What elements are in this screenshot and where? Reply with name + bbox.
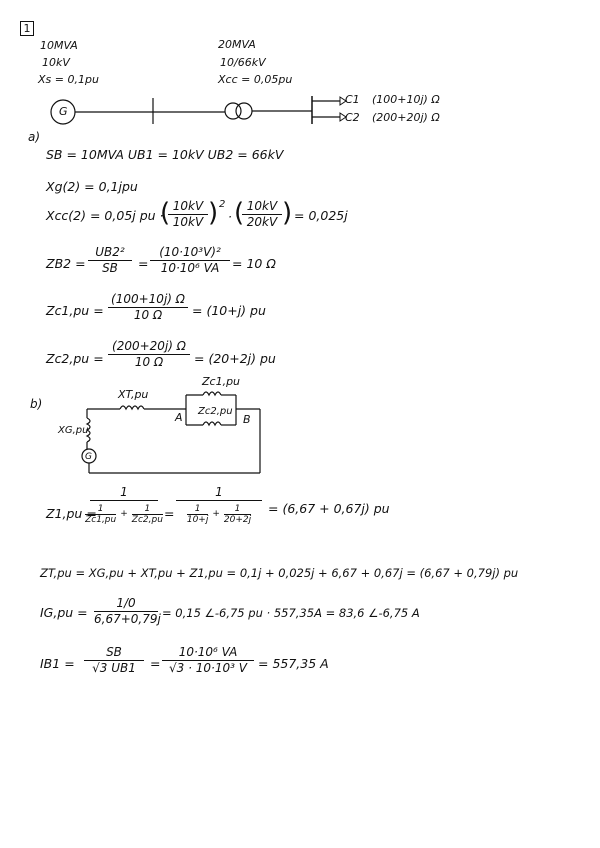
z1-inner-den-2: Zc2,pu	[131, 515, 163, 525]
ig-den: 6,67+0,79j	[94, 612, 161, 626]
zc2-num: (200+20j) Ω	[108, 339, 190, 355]
z1-mid-frac-1	[187, 504, 209, 525]
ib1-lhs: IB1 =	[40, 656, 75, 671]
circuit-label-xg: XG,pu	[58, 425, 89, 436]
ig-fraction	[94, 596, 161, 627]
z1-sum-1	[85, 504, 163, 525]
ib1-den: √3 UB1	[92, 661, 136, 675]
zc1-den: 10 Ω	[133, 308, 163, 322]
zb2-result: = 10 Ω	[232, 256, 276, 271]
z1-mid-den-1: 10+j	[186, 515, 209, 525]
z1-inner-den-1: Zc1,pu	[85, 515, 117, 525]
load-c1-label: C1	[345, 93, 360, 106]
ib1-fraction-1	[84, 645, 144, 676]
circuit-label-zc1: Zc1,pu	[202, 375, 241, 388]
z1-mid-one-2: 1	[224, 504, 251, 515]
zc1-result: = (10+j) pu	[192, 303, 266, 318]
z1-fraction-2	[176, 484, 262, 525]
circuit-gen-label: G	[85, 452, 92, 462]
gen-rating: 10MVA	[40, 39, 78, 52]
xcc-f1-den: 10kV	[172, 215, 204, 229]
xg-equation: Xg(2) = 0,1jpu	[46, 179, 138, 194]
z1-plus-1: +	[120, 509, 128, 519]
zb2-lhs: ZB2 =	[46, 256, 86, 271]
zc2-result: = (20+2j) pu	[194, 351, 276, 366]
zb2-num2: (10·10³V)²	[150, 245, 230, 261]
z1-mid-frac-2	[224, 504, 251, 525]
z1-inner-one-2: 1	[132, 504, 163, 515]
part-b-label: b)	[30, 397, 43, 411]
z1-lhs: Z1,pu =	[46, 506, 97, 521]
ig-lhs: IG,pu =	[40, 605, 88, 620]
zc1-num: (100+10j) Ω	[108, 292, 188, 308]
problem-number: 1	[20, 21, 34, 36]
transformer-rating: 20MVA	[218, 38, 256, 51]
z1-inner-frac-1	[85, 504, 116, 525]
circuit-label-xt: XT,pu	[118, 388, 149, 401]
load-c1-value: (100+10j) Ω	[372, 93, 440, 106]
generator-symbol-label: G	[59, 105, 68, 118]
ib1-num2: 10·10⁶ VA	[162, 645, 254, 661]
z1-one-top: 1	[90, 484, 158, 501]
gen-voltage: 10kV	[42, 56, 70, 69]
z1-result: = (6,67 + 0,67j) pu	[268, 501, 390, 516]
z1-sum-2	[176, 504, 262, 525]
transformer-ratio: 10/66kV	[220, 56, 266, 69]
part-a-label: a)	[28, 130, 41, 144]
z1-one-top-2: 1	[176, 484, 262, 501]
zb2-num: UB2²	[88, 245, 132, 261]
zc2-den: 10 Ω	[134, 355, 164, 369]
z1-inner-frac-2	[132, 504, 163, 525]
zb2-den2: 10·10⁶ VA	[160, 261, 220, 275]
paren-close-2: )	[282, 198, 293, 228]
zc1-lhs: Zc1,pu =	[46, 303, 104, 318]
z1-plus-2: +	[212, 509, 220, 519]
xcc-lhs: Xcc(2) = 0,05j pu ·	[46, 208, 164, 223]
xcc-f2-den: 20kV	[246, 215, 278, 229]
ig-num: 1/0	[94, 596, 158, 612]
gen-reactance: Xs = 0,1pu	[38, 73, 99, 86]
zt-equation: ZT,pu = XG,pu + XT,pu + Z1,pu = 0,1j + 0,025j + 6,67 + 0,67j = (6,67 + 0,79j) pu	[40, 566, 519, 580]
circuit-node-b: B	[243, 413, 251, 426]
paren-open-1: (	[160, 198, 171, 228]
ib1-den2: √3 · 10·10³ V	[169, 661, 247, 675]
paren-close-1: )	[208, 198, 219, 228]
z1-inner-one-1: 1	[85, 504, 116, 515]
z1-mid-den-2: 20+2j	[223, 515, 252, 525]
load-c2-label: C2	[345, 111, 360, 124]
xcc-dot: ·	[228, 210, 232, 224]
ib1-result: = 557,35 A	[258, 656, 329, 671]
zc2-lhs: Zc2,pu =	[46, 351, 104, 366]
base-values: SB = 10MVA UB1 = 10kV UB2 = 66kV	[46, 147, 284, 162]
xcc-exponent: 2	[219, 199, 226, 210]
z1-mid-one-1: 1	[187, 504, 209, 515]
circuit-label-zc2: Zc2,pu	[198, 406, 233, 417]
xcc-f1-num: 10kV	[168, 199, 208, 215]
z1-fraction-1	[85, 484, 163, 525]
ib1-num: SB	[84, 645, 144, 661]
ig-result: = 0,15 ∠-6,75 pu · 557,35A = 83,6 ∠-6,75 A	[162, 606, 420, 620]
load-c2-value: (200+20j) Ω	[372, 111, 440, 124]
transformer-reactance: Xcc = 0,05pu	[218, 73, 293, 86]
zb2-equals: =	[138, 256, 149, 271]
xcc-f2-num: 10kV	[242, 199, 282, 215]
xcc-result: = 0,025j	[294, 208, 348, 223]
paren-open-2: (	[234, 198, 245, 228]
ib1-equals: =	[150, 656, 161, 671]
circuit-node-a: A	[175, 411, 183, 424]
z1-equals: =	[164, 506, 175, 521]
ib1-fraction-2	[162, 645, 254, 676]
zb2-den: SB	[102, 261, 118, 275]
